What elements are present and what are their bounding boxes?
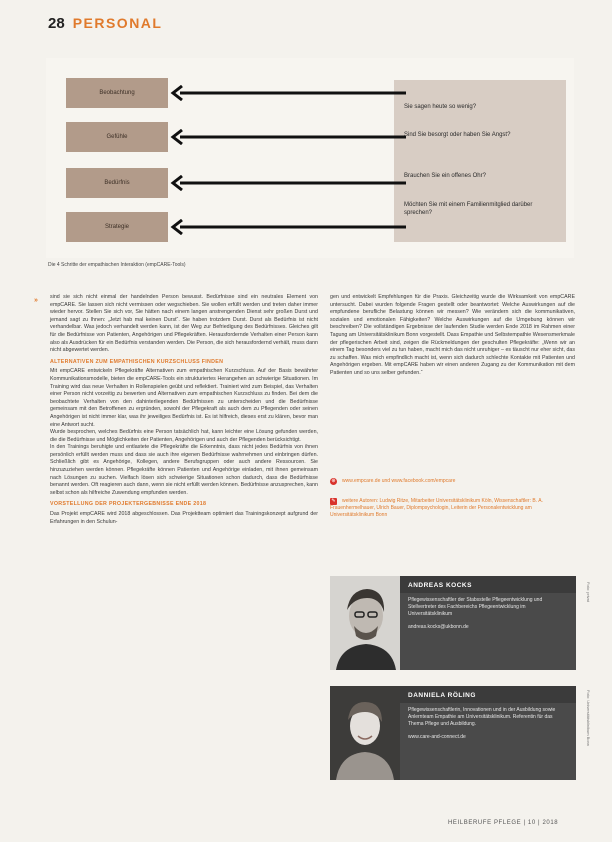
- portrait-image: [330, 686, 400, 780]
- page-number: 28: [48, 14, 65, 32]
- page-footer: HEILBERUFE PFLEGE | 10 | 2018: [448, 820, 559, 826]
- subheading: VORSTELLUNG DER PROJEKTERGEBNISSE ENDE 2018: [50, 501, 207, 508]
- page-header: [48, 12, 162, 34]
- arrow-left-icon: [170, 219, 408, 235]
- author-email[interactable]: andreas.kocks@ukbonn.de: [408, 624, 469, 630]
- web-icon: ⊕: [331, 478, 336, 484]
- info-authors: [330, 498, 575, 520]
- arrow-left-icon: [170, 129, 408, 145]
- body-paragraph: Das Projekt empCARE wird 2018 abgeschlossen. Das Projektteam optimiert das Trainingskonzept aufgrund der Erfahrungen in den Schulun-: [50, 511, 318, 525]
- body-paragraph: Mit empCARE entwickeln Pflegekräfte Alternativen zum empathischen Kurzschluss. Auf der Basis bewährter Kommunikationsmodelle, bieten die empCARE-Tools ein strukturiertes Herangehen an schwierige Situationen. Im Training wird das neue Verhalten in Rollenspielen geübt und reflektiert. Trainiert wird zum Beispiel, das Verhalten einer Person nicht vorzeitig zu bewerten und Alternativen zum empathischen Kurzschluss zu finden. Bei dem die beobachtete Verhalten von den dahinterliegenden Bedürfnissen zu unterscheiden und die Bedürfnisse gemeinsam mit den Betroffenen zu ergründen, sowohl der Pflegekraft als auch dem zu Pflegenden oder seinen Angehörigen ist nicht immer klar, was ihr jeweiliges Bedürfnis ist. Es ist hilfreich, dieses erst zu klären, bevor man eine Antwort sucht.: [50, 368, 318, 428]
- link-text: www.empcare.de und www.facebook.com/empcare: [342, 478, 456, 484]
- question-need: Brauchen Sie ein offenes Ohr?: [404, 173, 486, 179]
- paragraph-marker: »: [34, 297, 38, 304]
- figure-caption: Die 4 Schritte der empathischen Interaktion (empCARE-Tools): [48, 262, 186, 268]
- authors-text: weitere Autoren: Ludwig Ritze, Mitarbeiter Universitätsklinikum Köln, Wissenschaftler: B. A. Frauenhermelhauer, Ulrich Bauer, Diplompsychologin, Leiterin der Personalentwicklung am Universitätsklinikum Bonn: [330, 498, 543, 519]
- portrait-image: [330, 576, 400, 670]
- body-paragraph: In den Trainings beruhigte und entlastete die Pflegekräfte die Erkenntnis, dass nicht jedes Bedürfnis von ihnen persönlich erfüllt werden muss und dass sie auch ihre eigenen Bedürfnisse wahrnehmen und einbringen dürfen. Schließlich gibt es Angehörige, Kollegen, andere Berufsgruppen oder auch andere Ressourcen. Sie hinzuzuziehen werden können. Pflegekräfte können Patienten und Angehörige einladen, mit ihnen gemeinsam nach Lösungen zu suchen. Vielfach lösen sich schwierige Situationen schon dadurch, dass die Bedürfnisse benannt werden. Oft reagieren auch dann, wenn sie nicht erfüllt werden können. Bedürfnisse anzusprechen, kann selbst schon als hilfreiche Zuwendung empfunden werden.: [50, 444, 318, 496]
- arrow-left-icon: [170, 85, 408, 101]
- text-column-right: [330, 294, 575, 378]
- step-box-feelings: Gefühle: [66, 122, 168, 152]
- author-email[interactable]: www.care-and-connect.de: [408, 734, 466, 740]
- body-paragraph: gen und entwickelt Empfehlungen für die Praxis. Gleichzeitig wurde die Wirksamkeit von empCARE untersucht. Dabei wurden folgende Fragen gestellt oder beantwortet: Welche Auswirkungen auf die empfundene berufliche Belastung können wir messen? Wie verändern sich die kommunikativen, sozialen und emotionalen Fähigkeiten? Welche Auswirkungen auf die Umgebung können wir beschreiben? Die vollständigen Ergebnisse der laufenden Studie werden Ende 2018 im Rahmen einer Tagung am Universitätsklinikum Bonn vorgestellt. Dass Empathie und Selbstempathie Wesensmerkmale der pflegerischen Arbeit sind, zeigen die Rückmeldungen der geschulten Pflegekräfte: „Wenn wir an einem Tag besonders viel zu tun haben, macht mich das nicht unruhiger – es täuscht nur eher sicht, das zu schaffen. Was mich empfindlich macht ist, wenn sich dadurch schlechte Kontakte mit Patienten und Angehörigen ergeben. Mit empCARE haben wir einen anderen Zugang zu der Kommunikation mit dem Patienten und so uns selber gefunden.“: [330, 294, 575, 376]
- info-link-web[interactable]: [330, 478, 575, 485]
- author-bio: Pflegewissenschaftlerin, Innovationen und in der Ausbildung sowie Anlernteam Empathie am Universitätsklinikum. Referentin für das Thema Pflege und Ausbildung.: [408, 707, 556, 727]
- photo-credit: Foto: privat: [586, 582, 591, 603]
- step-box-need: Bedürfnis: [66, 168, 168, 198]
- note-icon: ✎: [331, 498, 336, 504]
- subheading: ALTERNATIVEN ZUM EMPATHISCHEN KURZSCHLUSS FINDEN: [50, 358, 224, 365]
- question-feelings: Sind Sie besorgt oder haben Sie Angst?: [404, 132, 511, 138]
- photo-credit: Foto: Universitätsklinikum Bonn: [586, 690, 591, 747]
- author-name: DANNIELA RÖLING: [400, 686, 576, 703]
- step-box-strategy: Strategie: [66, 212, 168, 242]
- author-card: [400, 686, 576, 780]
- section-title: PERSONAL: [72, 15, 163, 31]
- author-photo: [330, 686, 400, 780]
- question-strategy: Möchten Sie mit einem Familienmitglied darüber sprechen?: [404, 202, 533, 216]
- author-card: [400, 576, 576, 670]
- author-photo: [330, 576, 400, 670]
- question-observation: Sie sagen heute so wenig?: [404, 104, 477, 110]
- body-paragraph: sind sie sich nicht einmal der handelnden Person bewusst. Bedürfnisse sind ein neutrales Element von empCARE. Sie lassen sich nicht vermissen oder wegschieben. Sie wollen erfüllt werden und treten daher immer wieder hervor. Stellen Sie sich vor, Sie hätten nach einem langen anstrengenden Dienst sehr großen Durst und jemand sagt zu Ihnen: „Jetzt hab mal keinen Durst“. Sie haben trotzdem Durst. Durst als Bedürfnis ist nicht verhandelbar. Was jedoch verhandelt werden kann, ist der Weg zur Befriedigung des Bedürfnisses. Gleiches gilt für die Bedürfnisse von Patienten, Angehörigen und Pflegekräften. Herausfordernde Verhalten einer Person kann also als Ausdrücken für ein Bedürfnis verstanden werden. Die Person, die sich herausfordernd verhält, muss dann nicht abgewertet werden.: [50, 294, 318, 354]
- arrow-left-icon: [170, 175, 408, 191]
- step-box-observation: Beobachtung: [66, 78, 168, 108]
- text-column-left: [50, 294, 318, 526]
- author-name: ANDREAS KOCKS: [400, 576, 576, 593]
- body-paragraph: Wurde besprochen, welches Bedürfnis eine Person tatsächlich hat, kann leichter eine Lösung gefunden werden, die die Bedürfnisse und Möglichkeiten der Patienten, Angehörigen und auch der Pflegenden berücksichtigt.: [50, 429, 318, 443]
- author-bio: Pflegewissenschaftler der Stabsstelle Pflegeentwicklung und Stellvertreter des Fachbereichs Pflegeentwicklung im Universitätsklinikum: [408, 597, 543, 617]
